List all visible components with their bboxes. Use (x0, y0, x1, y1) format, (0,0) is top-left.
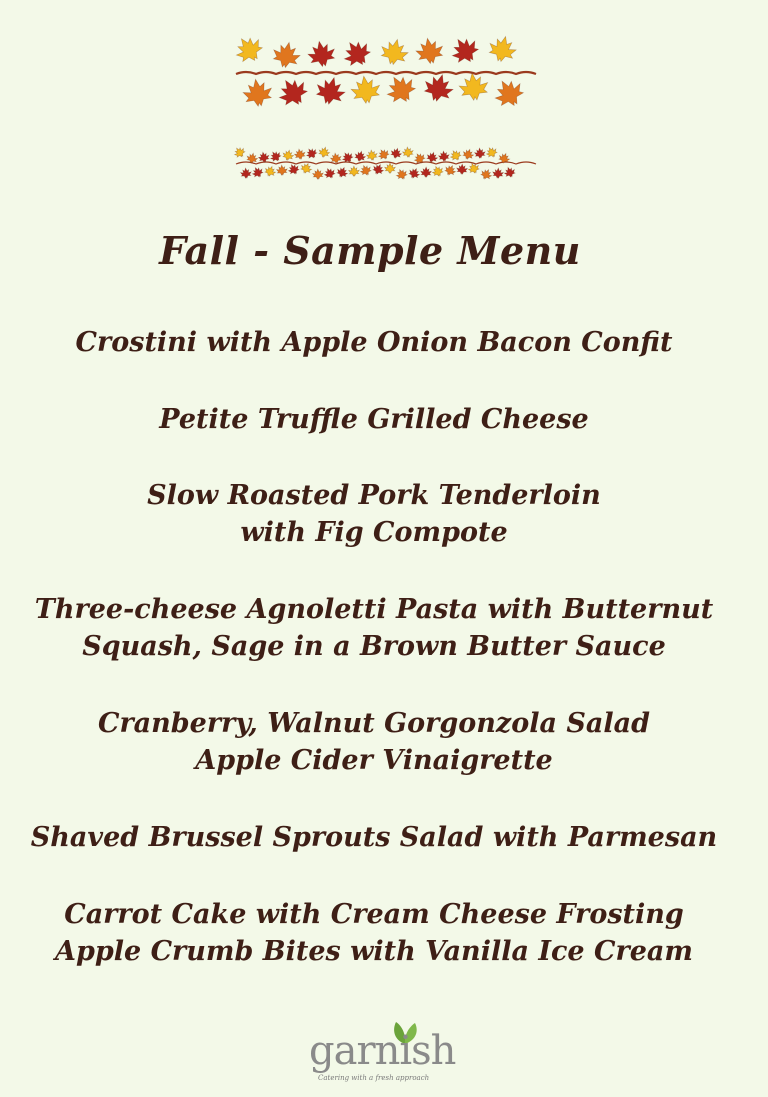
menu-item-agnoletti (0, 591, 748, 665)
menu-item-crostini (0, 324, 748, 361)
menu-item-line: Carrot Cake with Cream Cheese Frosting (64, 899, 684, 930)
menu-item-line: Crostini with Apple Onion Bacon Confit (75, 327, 673, 358)
menu-item-pork-tenderloin (0, 477, 748, 551)
menu-item-desserts (0, 896, 748, 970)
garnish-logo (0, 1018, 768, 1088)
menu-item-cranberry-salad (0, 705, 748, 779)
menu-item-line: Squash, Sage in a Brown Butter Sauce (82, 631, 666, 662)
menu-item-line: Three-cheese Agnoletti Pasta with Butternut (34, 594, 714, 625)
small-leaf-garland-icon (0, 142, 768, 186)
maple-leaf-garland-icon (0, 30, 768, 120)
menu-item-line: Apple Cider Vinaigrette (195, 745, 553, 776)
menu-item-line: Petite Truffle Grilled Cheese (159, 404, 589, 435)
menu-item-line: Shaved Brussel Sprouts Salad with Parmesan (30, 822, 718, 853)
page-title: Fall - Sample Menu (159, 228, 581, 273)
menu-item-line: Cranberry, Walnut Gorgonzola Salad (97, 708, 651, 739)
menu-item-line: Apple Crumb Bites with Vanilla Ice Cream (55, 936, 693, 967)
menu-item-line: with Fig Compote (240, 517, 508, 548)
logo-tagline: Catering with a fresh approach (318, 1074, 430, 1082)
logo-wordmark: garnish (309, 1028, 456, 1074)
menu-item-line: Slow Roasted Pork Tenderloin (147, 480, 601, 511)
menu-item-brussel-sprouts (0, 819, 748, 856)
menu-item-grilled-cheese (0, 401, 748, 438)
